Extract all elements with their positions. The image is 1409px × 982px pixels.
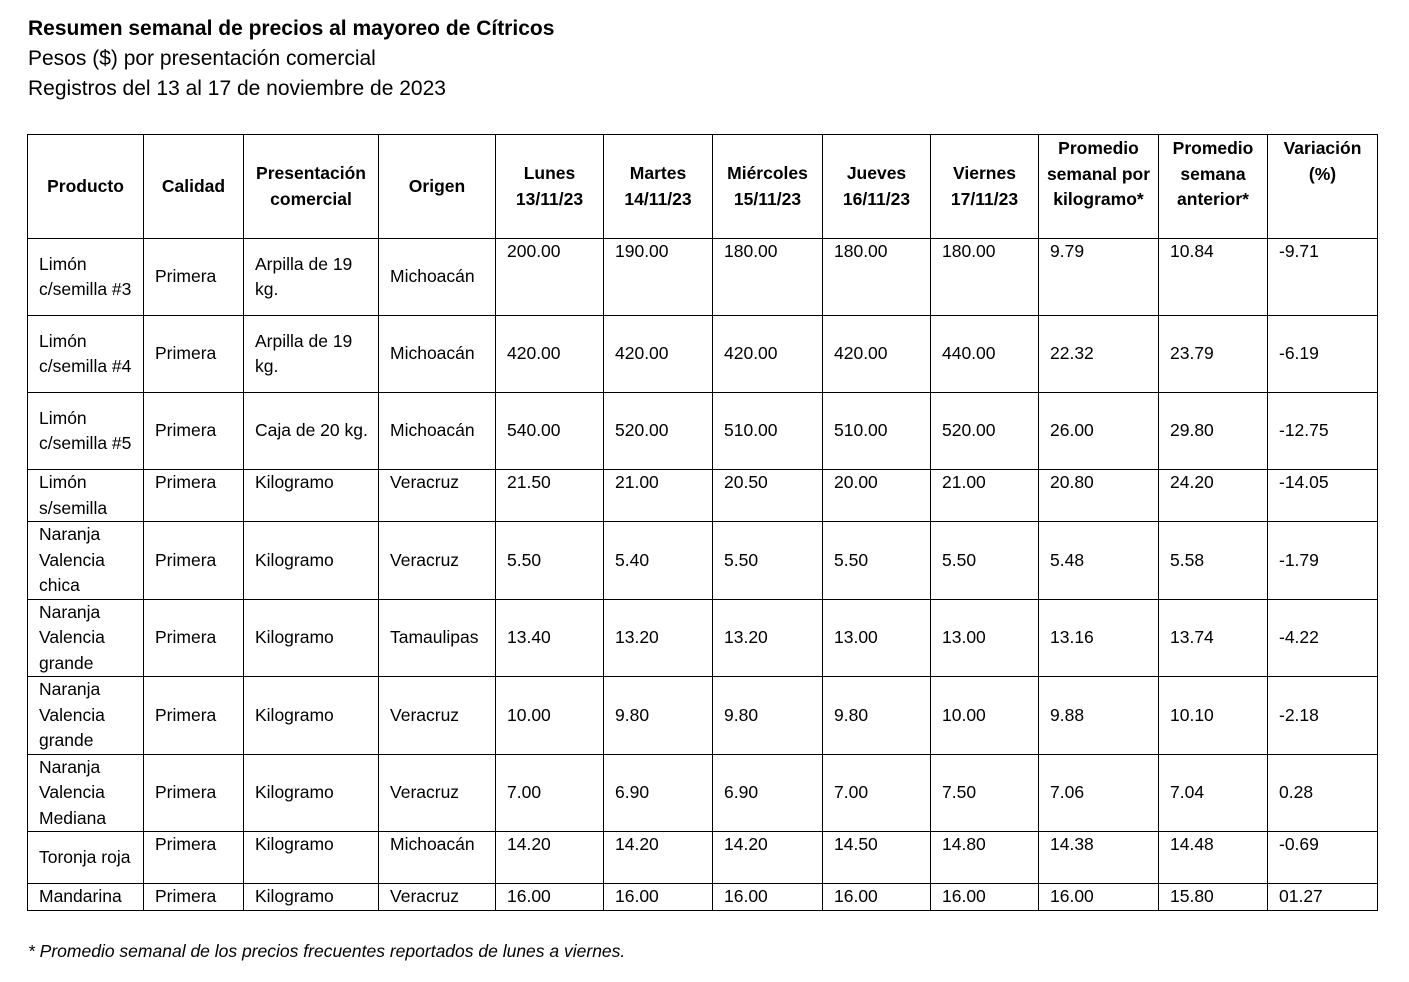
cell-presentacion: Kilogramo (244, 754, 379, 832)
cell-calidad: Primera (144, 470, 244, 522)
cell-promedio-semanal: 20.80 (1039, 470, 1159, 522)
cell-calidad: Primera (144, 832, 244, 884)
cell-promedio-anterior: 7.04 (1159, 754, 1268, 832)
cell-variacion: 0.28 (1268, 754, 1378, 832)
cell-variacion: -12.75 (1268, 393, 1378, 470)
cell-lunes: 21.50 (496, 470, 604, 522)
table-row (28, 884, 1378, 911)
table-row (28, 754, 1378, 832)
cell-calidad: Primera (144, 677, 244, 755)
footnote: * Promedio semanal de los precios frecuentes reportados de lunes a viernes. (28, 941, 626, 961)
column-header-jueves: Jueves 16/11/23 (823, 135, 931, 239)
cell-producto: Naranja Valencia grande (28, 599, 144, 677)
cell-viernes: 5.50 (931, 522, 1039, 600)
cell-origen: Veracruz (379, 884, 496, 911)
cell-martes: 190.00 (604, 239, 713, 316)
cell-lunes: 16.00 (496, 884, 604, 911)
cell-martes: 6.90 (604, 754, 713, 832)
cell-promedio-anterior: 5.58 (1159, 522, 1268, 600)
cell-martes: 5.40 (604, 522, 713, 600)
column-header-origen: Origen (379, 135, 496, 239)
cell-viernes: 16.00 (931, 884, 1039, 911)
cell-martes: 520.00 (604, 393, 713, 470)
cell-presentacion: Caja de 20 kg. (244, 393, 379, 470)
cell-martes: 13.20 (604, 599, 713, 677)
cell-origen: Veracruz (379, 754, 496, 832)
cell-promedio-anterior: 15.80 (1159, 884, 1268, 911)
cell-origen: Michoacán (379, 393, 496, 470)
cell-martes: 9.80 (604, 677, 713, 755)
cell-promedio-semanal: 14.38 (1039, 832, 1159, 884)
cell-viernes: 21.00 (931, 470, 1039, 522)
cell-miercoles: 9.80 (713, 677, 823, 755)
cell-miercoles: 13.20 (713, 599, 823, 677)
cell-promedio-anterior: 13.74 (1159, 599, 1268, 677)
cell-lunes: 10.00 (496, 677, 604, 755)
cell-promedio-anterior: 10.84 (1159, 239, 1268, 316)
cell-variacion: -1.79 (1268, 522, 1378, 600)
cell-producto: Toronja roja (28, 832, 144, 884)
cell-jueves: 20.00 (823, 470, 931, 522)
cell-viernes: 14.80 (931, 832, 1039, 884)
cell-calidad: Primera (144, 393, 244, 470)
cell-promedio-anterior: 10.10 (1159, 677, 1268, 755)
cell-calidad: Primera (144, 316, 244, 393)
cell-lunes: 540.00 (496, 393, 604, 470)
cell-miercoles: 510.00 (713, 393, 823, 470)
cell-jueves: 13.00 (823, 599, 931, 677)
table-row (28, 393, 1378, 470)
cell-lunes: 7.00 (496, 754, 604, 832)
cell-presentacion: Kilogramo (244, 884, 379, 911)
cell-promedio-anterior: 14.48 (1159, 832, 1268, 884)
cell-promedio-semanal: 13.16 (1039, 599, 1159, 677)
cell-viernes: 520.00 (931, 393, 1039, 470)
cell-calidad: Primera (144, 754, 244, 832)
cell-miercoles: 6.90 (713, 754, 823, 832)
cell-jueves: 420.00 (823, 316, 931, 393)
cell-martes: 14.20 (604, 832, 713, 884)
cell-promedio-semanal: 16.00 (1039, 884, 1159, 911)
cell-variacion: -9.71 (1268, 239, 1378, 316)
cell-promedio-anterior: 29.80 (1159, 393, 1268, 470)
cell-presentacion: Kilogramo (244, 599, 379, 677)
cell-lunes: 13.40 (496, 599, 604, 677)
cell-promedio-semanal: 22.32 (1039, 316, 1159, 393)
cell-viernes: 7.50 (931, 754, 1039, 832)
cell-variacion: 01.27 (1268, 884, 1378, 911)
cell-variacion: -2.18 (1268, 677, 1378, 755)
cell-origen: Tamaulipas (379, 599, 496, 677)
cell-variacion: -14.05 (1268, 470, 1378, 522)
cell-lunes: 200.00 (496, 239, 604, 316)
cell-origen: Michoacán (379, 832, 496, 884)
table-row (28, 239, 1378, 316)
cell-calidad: Primera (144, 884, 244, 911)
cell-origen: Michoacán (379, 239, 496, 316)
cell-jueves: 180.00 (823, 239, 931, 316)
table-row (28, 832, 1378, 884)
cell-producto: Mandarina (28, 884, 144, 911)
cell-promedio-semanal: 9.88 (1039, 677, 1159, 755)
column-header-promedio-semanal: Promedio semanal por kilogramo* (1039, 135, 1159, 239)
cell-presentacion: Arpilla de 19 kg. (244, 239, 379, 316)
document-period: Registros del 13 al 17 de noviembre de 2023 (28, 77, 446, 100)
cell-martes: 16.00 (604, 884, 713, 911)
cell-origen: Veracruz (379, 677, 496, 755)
cell-martes: 420.00 (604, 316, 713, 393)
cell-producto: Naranja Valencia chica (28, 522, 144, 600)
cell-producto: Limón s/semilla (28, 470, 144, 522)
cell-presentacion: Kilogramo (244, 677, 379, 755)
column-header-calidad: Calidad (144, 135, 244, 239)
cell-jueves: 9.80 (823, 677, 931, 755)
cell-origen: Veracruz (379, 470, 496, 522)
cell-producto: Naranja Valencia Mediana (28, 754, 144, 832)
cell-promedio-semanal: 5.48 (1039, 522, 1159, 600)
column-header-viernes: Viernes 17/11/23 (931, 135, 1039, 239)
cell-variacion: -4.22 (1268, 599, 1378, 677)
cell-miercoles: 180.00 (713, 239, 823, 316)
cell-lunes: 420.00 (496, 316, 604, 393)
cell-producto: Limón c/semilla #3 (28, 239, 144, 316)
column-header-variacion: Variación (%) (1268, 135, 1378, 239)
cell-miercoles: 5.50 (713, 522, 823, 600)
cell-lunes: 5.50 (496, 522, 604, 600)
table-header (28, 135, 1378, 239)
cell-promedio-anterior: 24.20 (1159, 470, 1268, 522)
column-header-miercoles: Miércoles 15/11/23 (713, 135, 823, 239)
cell-jueves: 14.50 (823, 832, 931, 884)
document-subtitle: Pesos ($) por presentación comercial (28, 47, 376, 70)
cell-miercoles: 20.50 (713, 470, 823, 522)
cell-lunes: 14.20 (496, 832, 604, 884)
cell-viernes: 440.00 (931, 316, 1039, 393)
cell-promedio-semanal: 9.79 (1039, 239, 1159, 316)
cell-miercoles: 14.20 (713, 832, 823, 884)
cell-promedio-anterior: 23.79 (1159, 316, 1268, 393)
price-table (27, 134, 1378, 911)
column-header-promedio-anterior: Promedio semana anterior* (1159, 135, 1268, 239)
document-header (28, 14, 554, 104)
column-header-martes: Martes 14/11/23 (604, 135, 713, 239)
column-header-presentacion: Presentación comercial (244, 135, 379, 239)
cell-producto: Naranja Valencia grande (28, 677, 144, 755)
table-row (28, 470, 1378, 522)
table-body (28, 239, 1378, 911)
cell-origen: Michoacán (379, 316, 496, 393)
column-header-producto: Producto (28, 135, 144, 239)
cell-jueves: 16.00 (823, 884, 931, 911)
document-title: Resumen semanal de precios al mayoreo de Cítricos (28, 17, 555, 40)
cell-viernes: 10.00 (931, 677, 1039, 755)
cell-viernes: 13.00 (931, 599, 1039, 677)
cell-jueves: 7.00 (823, 754, 931, 832)
cell-promedio-semanal: 7.06 (1039, 754, 1159, 832)
cell-variacion: -6.19 (1268, 316, 1378, 393)
cell-presentacion: Kilogramo (244, 522, 379, 600)
cell-presentacion: Kilogramo (244, 832, 379, 884)
cell-calidad: Primera (144, 599, 244, 677)
cell-miercoles: 16.00 (713, 884, 823, 911)
cell-calidad: Primera (144, 522, 244, 600)
cell-producto: Limón c/semilla #5 (28, 393, 144, 470)
table-row (28, 522, 1378, 600)
cell-viernes: 180.00 (931, 239, 1039, 316)
column-header-lunes: Lunes 13/11/23 (496, 135, 604, 239)
cell-jueves: 5.50 (823, 522, 931, 600)
cell-martes: 21.00 (604, 470, 713, 522)
table-row (28, 599, 1378, 677)
header-row (28, 135, 1378, 239)
cell-promedio-semanal: 26.00 (1039, 393, 1159, 470)
cell-miercoles: 420.00 (713, 316, 823, 393)
table-row (28, 316, 1378, 393)
cell-presentacion: Arpilla de 19 kg. (244, 316, 379, 393)
cell-presentacion: Kilogramo (244, 470, 379, 522)
cell-producto: Limón c/semilla #4 (28, 316, 144, 393)
cell-origen: Veracruz (379, 522, 496, 600)
cell-variacion: -0.69 (1268, 832, 1378, 884)
cell-jueves: 510.00 (823, 393, 931, 470)
cell-calidad: Primera (144, 239, 244, 316)
table-row (28, 677, 1378, 755)
